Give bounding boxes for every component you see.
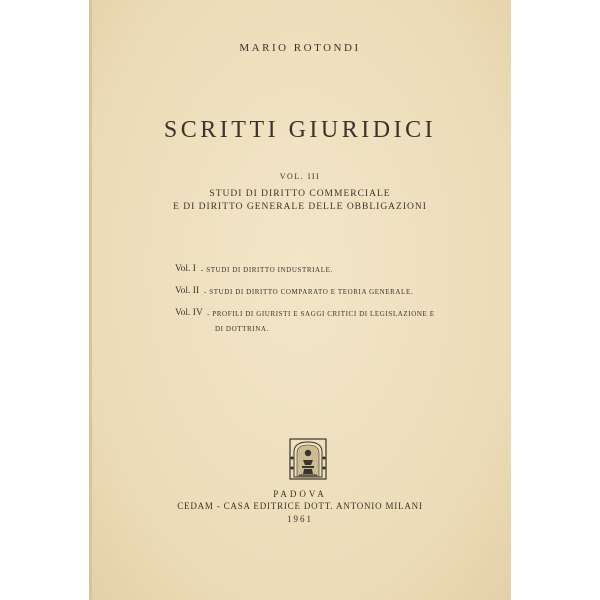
volume-entry-number: Vol. II bbox=[175, 286, 200, 296]
volume-entry-description: - STUDI DI DIRITTO COMPARATO E TEORIA GENERALE. bbox=[204, 288, 414, 296]
volume-entry-description-line-2: DI DOTTRINA. bbox=[215, 325, 269, 333]
subtitle-line-1: STUDI DI DIRITTO COMMERCIALE bbox=[209, 189, 391, 199]
book-title: SCRITTI GIURIDICI bbox=[163, 117, 437, 143]
volume-number: VOL. III bbox=[279, 172, 321, 181]
volume-entry-description-line-1: - PROFILI DI GIURISTI E SAGGI CRITICI DI LEGISLAZIONE E bbox=[207, 310, 435, 318]
volume-entry-number: Vol. IV bbox=[175, 308, 203, 318]
volume-entry-number: Vol. I bbox=[175, 264, 196, 274]
other-volumes-list bbox=[175, 263, 475, 344]
imprint-publisher: CEDAM - CASA EDITRICE DOTT. ANTONIO MILANI bbox=[177, 501, 423, 511]
publisher-emblem-icon bbox=[289, 438, 327, 480]
volume-entry bbox=[175, 285, 475, 298]
imprint-city: PADOVA bbox=[273, 489, 327, 499]
volume-entry bbox=[175, 307, 475, 335]
title-page bbox=[89, 0, 511, 600]
volume-entry-description: - STUDI DI DIRITTO INDUSTRIALE. bbox=[201, 266, 333, 274]
subtitle-line-2: E DI DIRITTO GENERALE DELLE OBBLIGAZIONI bbox=[173, 202, 427, 212]
imprint-year: 1961 bbox=[287, 514, 313, 524]
author-name: MARIO ROTONDI bbox=[239, 42, 361, 54]
volume-entry-description bbox=[207, 307, 435, 335]
volume-entry bbox=[175, 263, 475, 276]
